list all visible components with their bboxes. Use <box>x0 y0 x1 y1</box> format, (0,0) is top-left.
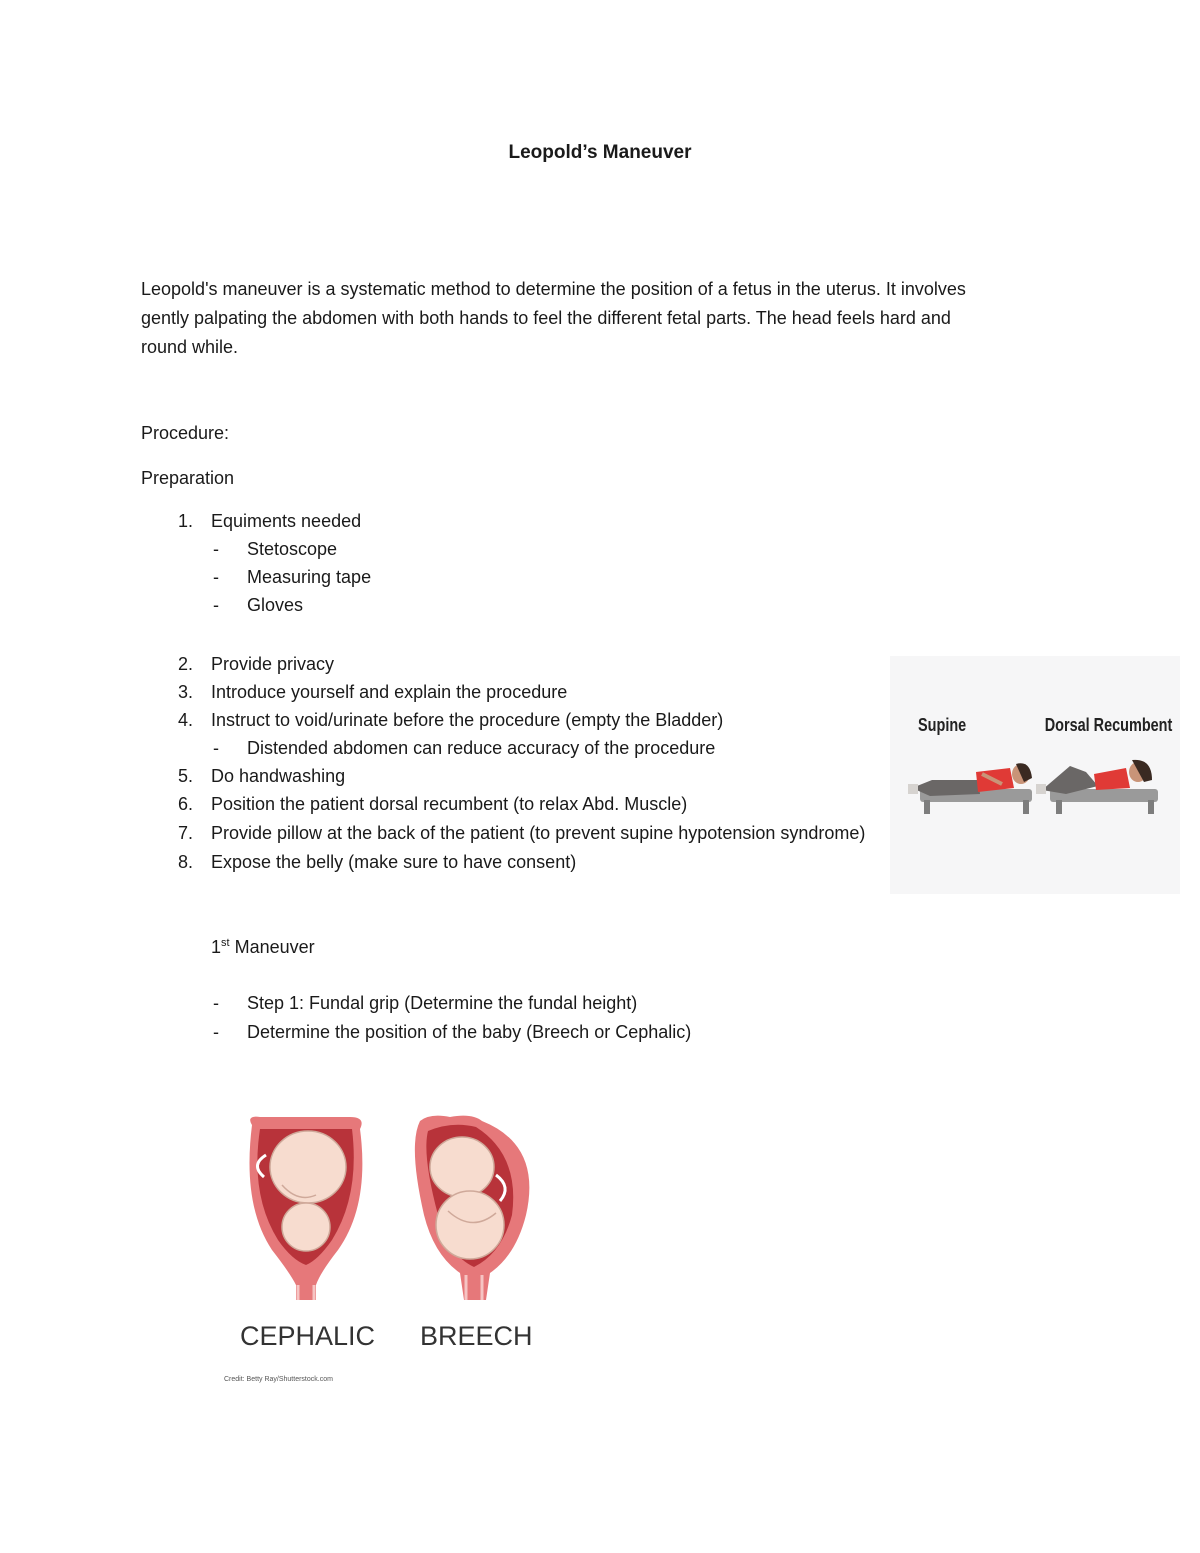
intro-line: Leopold's maneuver is a systematic method to determine the position of a fetus in the uterus. It involves <box>141 279 966 299</box>
procedure-heading: Procedure: <box>141 423 230 443</box>
fetal-position-figure <box>220 1115 550 1390</box>
intro-line: gently palpating the abdomen with both hands to feel the different fetal parts. The head feels hard and <box>141 308 951 328</box>
positions-illustration <box>890 656 1180 894</box>
maneuver-heading: 1st Maneuver <box>211 937 315 957</box>
cephalic-uterus-icon <box>250 1117 363 1300</box>
dorsal-recumbent-figure-icon <box>1036 760 1158 814</box>
intro-paragraph <box>141 275 1071 362</box>
breech-label: BREECH <box>420 1321 533 1351</box>
page-title: Leopold’s Maneuver <box>508 142 692 163</box>
cephalic-label: CEPHALIC <box>240 1321 376 1351</box>
preparation-heading: Preparation <box>141 468 235 488</box>
supine-label: Supine <box>918 714 967 736</box>
image-credit: Credit: Betty Ray/Shutterstock.com <box>224 1376 333 1383</box>
dorsal-recumbent-label: Dorsal Recumbent <box>1044 714 1173 736</box>
positions-figure <box>890 656 1180 894</box>
supine-figure-icon <box>908 763 1032 814</box>
fetal-position-illustration <box>220 1115 550 1390</box>
breech-uterus-icon <box>415 1116 530 1300</box>
intro-line: round while. <box>141 337 239 357</box>
